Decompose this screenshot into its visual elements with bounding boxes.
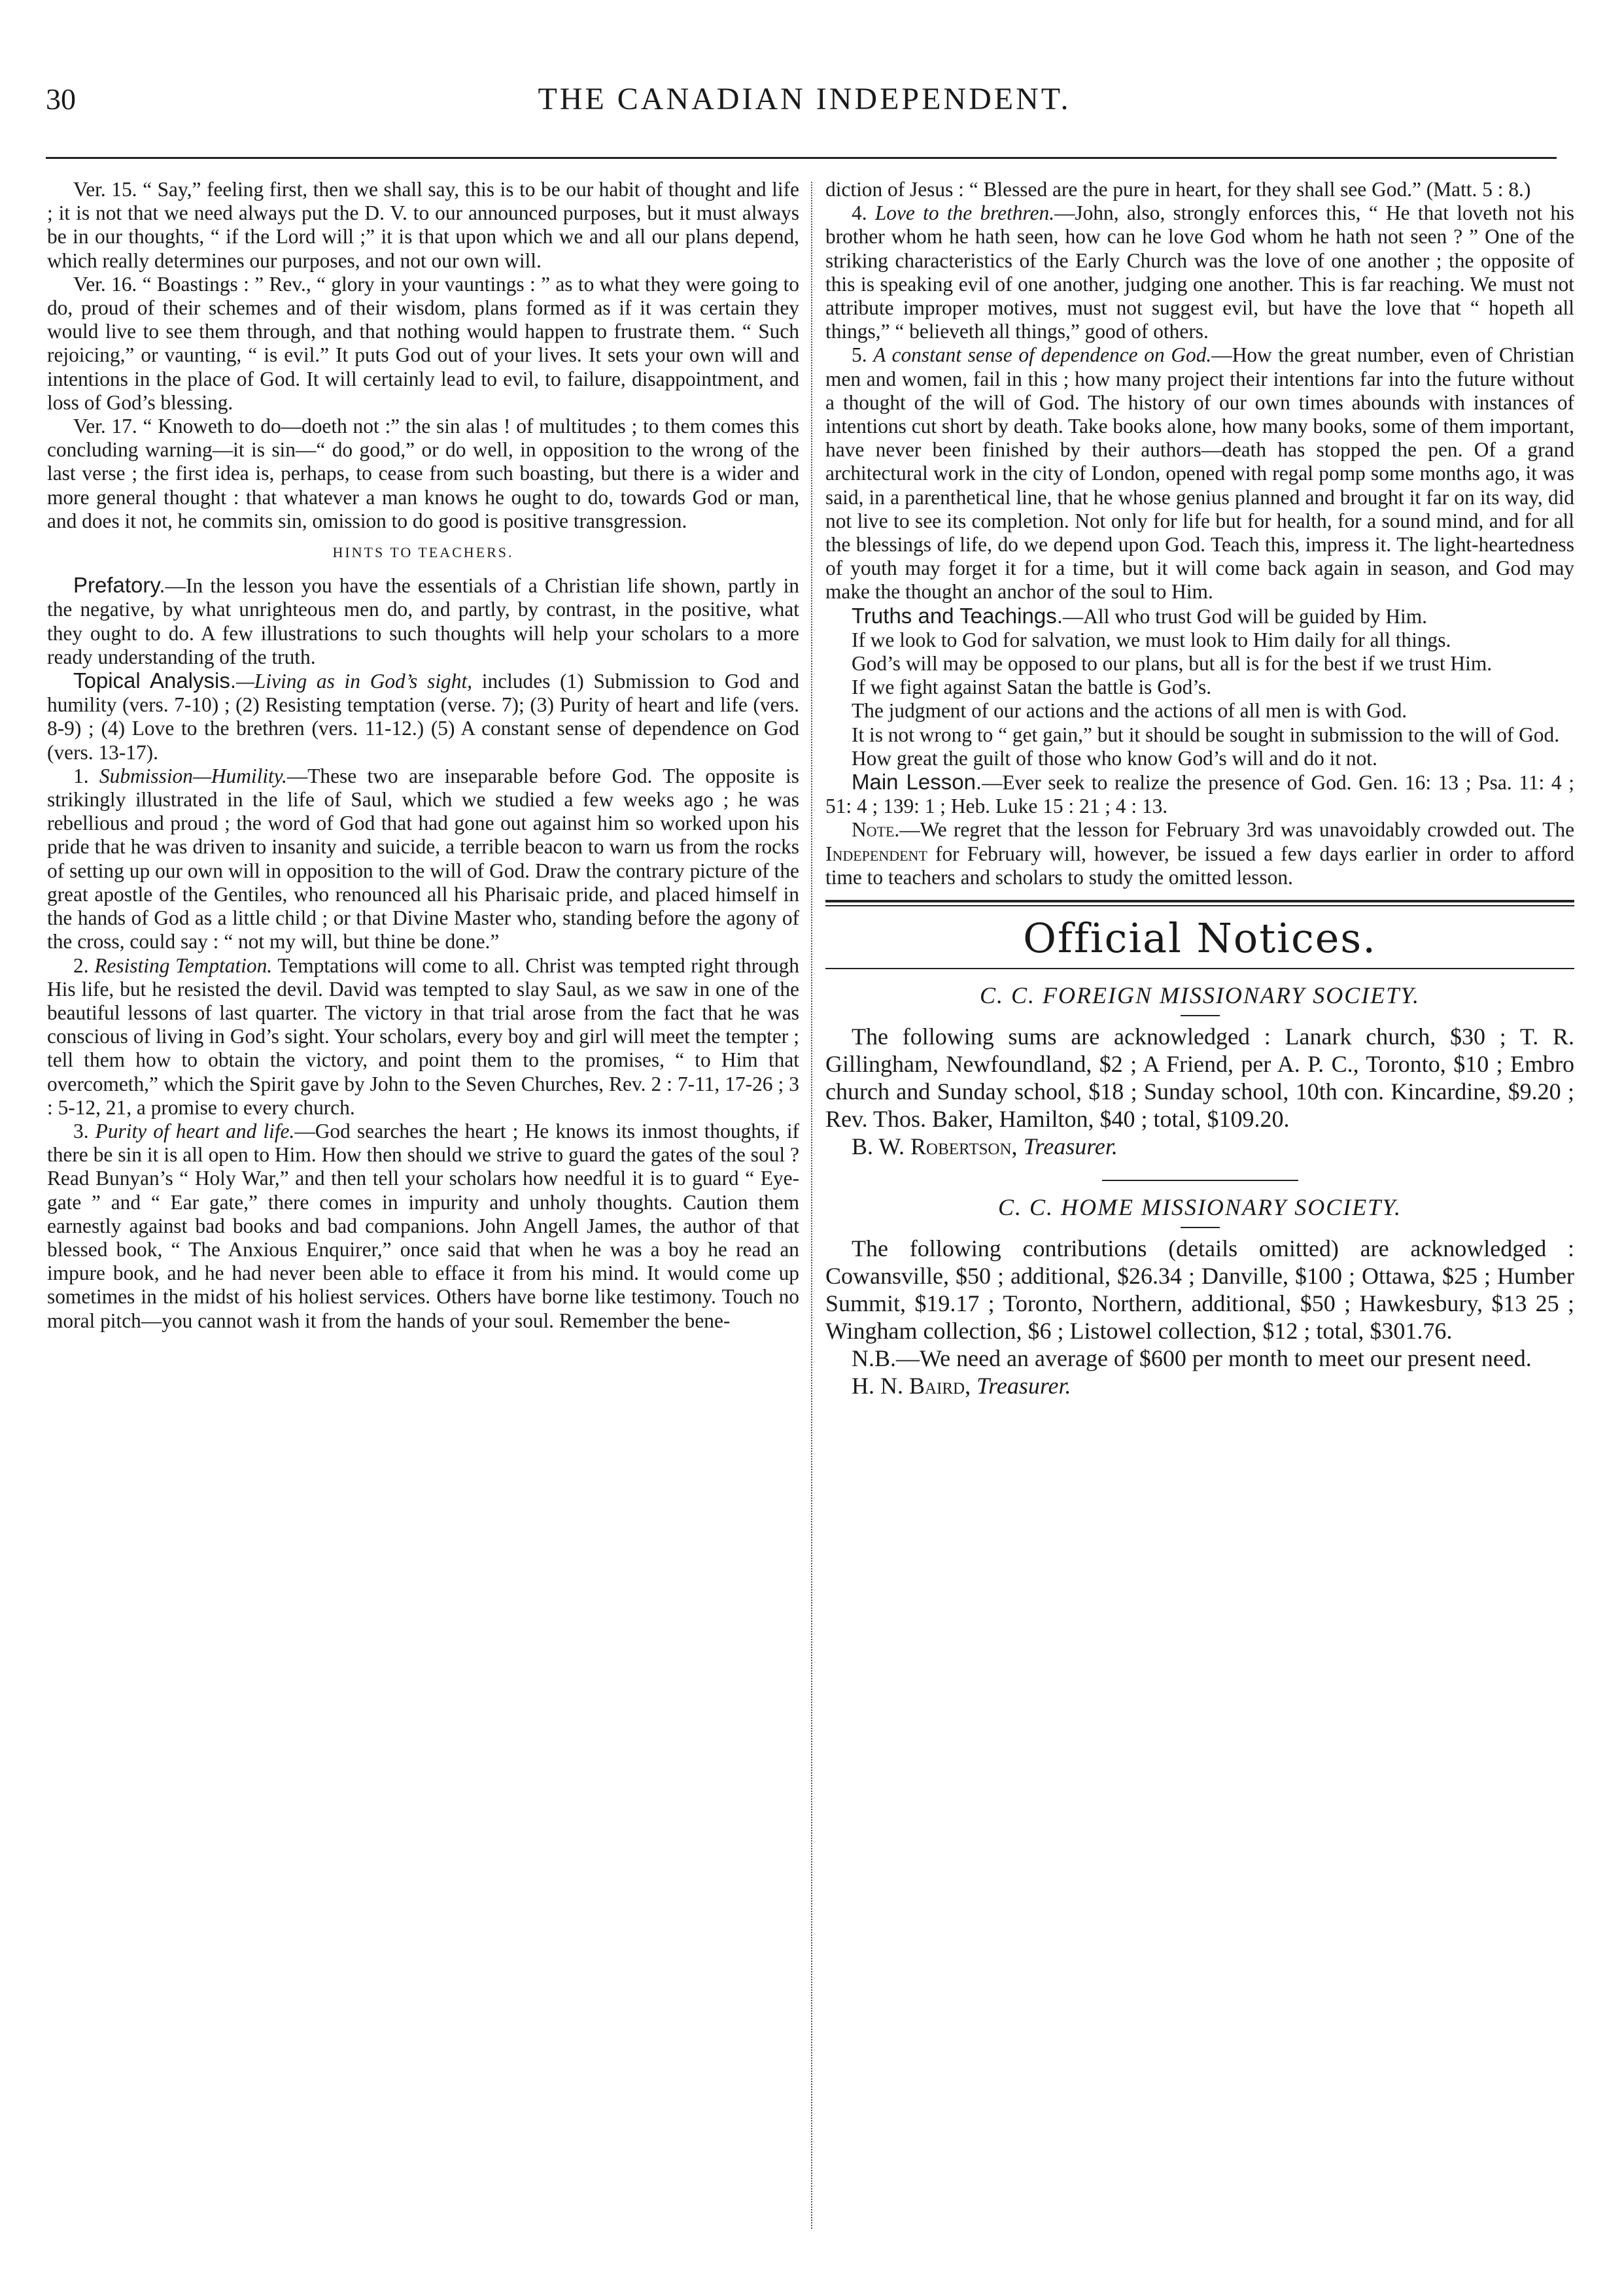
short-dash xyxy=(1181,1015,1220,1016)
point-2-number: 2. xyxy=(73,953,89,977)
main-lesson-text: —Ever seek to realize the presence of God. Gen. 16: 13 ; Psa. 11: 4 ; 51: 4 ; 139: 1 ; Heb. Luke 15 : 21 ; 4 : 13. xyxy=(825,771,1574,818)
left-column xyxy=(47,178,799,1333)
note-label: Note. xyxy=(852,818,900,842)
truths-heading: Truths and Teachings. xyxy=(852,603,1063,628)
verse-15-paragraph xyxy=(47,178,799,273)
truth-item: It is not wrong to “ get gain,” but it should be sought in submission to the will of God. xyxy=(852,723,1560,746)
truth-item: If we fight against Satan the battle is God’s. xyxy=(852,676,1212,699)
point-2-paragraph xyxy=(47,954,799,1120)
page-header xyxy=(46,80,1563,126)
topical-text: includes (1) Submission to God and humility (vers. 7-10) ; (2) Resisting temptation (verse. 7); (3) Purity of heart and life (vers. 8-9) ; (4) Love to the brethren (vers. 11-12.) (5) A constant sense of dependence on God (vers. 13-17). xyxy=(47,670,799,764)
journal-title: THE CANADIAN INDEPENDENT. xyxy=(538,82,1071,116)
point-3-text: —God searches the heart ; He knows its inmost thoughts, if there be sin it is all open to Him. How then should we strive to guard the gates of the soul ? Read Bunyan’s “ Holy War,” and then tell your scholars how needful it is to guard “ Eye-gate ” and “ Ear gate,” there comes in impurity and unholy thoughts. Caution them earnestly against bad books and bad companions. John Angell James, the author of that blessed book, “ The Anxious Enquirer,” once said that when he was a boy he read an impure book, and he had never been able to efface it from his mind. It would come up sometimes in the midst of his holiest services. Others have borne like testimony. Touch no moral pitch—you cannot wash it from the hands of your soul. Remember the bene- xyxy=(47,1119,799,1332)
notices-rule-top-thin xyxy=(825,905,1574,906)
column-divider xyxy=(811,182,812,2229)
header-rule xyxy=(46,157,1557,159)
foreign-society-title: C. C. FOREIGN MISSIONARY SOCIETY. xyxy=(979,982,1421,1009)
topical-heading: Topical Analysis. xyxy=(73,668,237,693)
point-2-heading: Resisting Temptation. xyxy=(94,953,273,977)
topical-italic: —Living as in God’s sight, xyxy=(236,670,473,693)
verse-16-paragraph xyxy=(47,273,799,415)
foreign-society-signature xyxy=(825,1133,1574,1160)
point-1-number: 1. xyxy=(73,764,89,787)
point-4-paragraph xyxy=(825,201,1574,343)
hints-heading: HINTS TO TEACHERS. xyxy=(332,544,514,561)
verse-15-text: “ Say,” feeling first, then we shall say, this is to be our habit of thought and life ; it is not that we need always put the D. V. to our announced purposes, but it must always be in our thoughts, “ if the Lord will ;” it is that upon which we and all our plans depend, which really determines our purposes, and not our own will. xyxy=(47,178,799,272)
home-society-text: The following contributions (details omitted) are acknowledged : Cowansville, $50 ; additional, $26.34 ; Danville, $100 ; Ottawa, $25 ; Humber Summit, $19.17 ; Toronto, Northern, additional, $50 ; Hawkesbury, $13 25 ; Wingham collection, $6 ; Listowel collection, $12 ; total, $301.76. xyxy=(825,1235,1574,1345)
point-5-text: —How the great number, even of Christian men and women, fail in this ; how many project their intentions far into the future without a thought of the will of God. The history of our own times abounds with instances of intentions cut short by death. Take books alone, how many books, some of them important, have never been finished by their authors—death has stopped the pen. Of a grand architectural work in the city of London, opened with regal pomp some months ago, it was said, in a parenthetical line, that he whose genius planned and brought it far on its way, did not live to see its completion. Not only for life but for health, for a sound mind, and for all the blessings of life, do we depend upon God. Teach this, impress it. The light-heartedness of youth may forget it for a time, but it will come back again in season, and God may make the thought an anchor of the soul to Him. xyxy=(825,343,1574,604)
main-lesson-heading: Main Lesson. xyxy=(852,770,982,795)
prefatory-text: —In the lesson you have the essentials of a Christian life shown, partly in the negative, by what unrighteous men do, and partly, by contrast, in the positive, what they ought to do. A few illustrations to such thoughts will help your scholars to a more ready understanding of the truth. xyxy=(47,574,799,668)
note-independent: Independent xyxy=(825,842,927,865)
truths-paragraph xyxy=(825,604,1574,628)
topical-paragraph xyxy=(47,669,799,764)
home-signature-role: Treasurer. xyxy=(976,1373,1071,1399)
point-1-heading: Submission—Humility. xyxy=(99,764,287,787)
official-notices-title: Official Notices. xyxy=(1023,914,1377,963)
point-4-number: 4. xyxy=(852,201,867,225)
truth-item: God’s will may be opposed to our plans, but all is for the best if we trust Him. xyxy=(852,652,1493,676)
point-4-text: —John, also, strongly enforces this, “ He that loveth not his brother whom he hath seen, how can he love God whom he hath not seen ? ” One of the striking characteristics of the Early Church was the love of one another ; the opposite of this is speaking evil of one another, judging one another. This is far reaching. We must not attribute improper motives, must not suggest evil, but have the love that “ hopeth all things,” “ believeth all things,” good of others. xyxy=(825,201,1574,343)
prefatory-paragraph xyxy=(47,574,799,669)
point-3-number: 3. xyxy=(73,1119,89,1142)
foreign-signature-name: B. W. Robertson, xyxy=(852,1133,1018,1160)
note-text-a: —We regret that the lesson for February 3rd was unavoidably crowded out. The xyxy=(899,818,1574,842)
verse-16-text: “ Boastings : ” Rev., “ glory in your vauntings : ” as to what they were going to do, proud of their schemes and of their wisdom, plans formed as if it was certain they would live to see them through, and that nothing would happen to frustrate them. “ Such rejoicing,” or vaunting, “ is evil.” It puts God out of your lives. It sets your own will and intentions in the place of God. It will certainly lead to evil, to failure, disappointment, and loss of God’s blessing. xyxy=(47,272,799,414)
truth-item: If we look to God for salvation, we must look to Him daily for all things. xyxy=(852,628,1451,651)
point-5-number: 5. xyxy=(852,343,867,367)
nb-text: N.B.—We need an average of $600 per month to meet our present need. xyxy=(852,1345,1532,1372)
home-signature-name: H. N. Baird, xyxy=(852,1373,971,1399)
point-5-heading: A constant sense of dependence on God. xyxy=(873,343,1212,367)
truth-item: The judgment of our actions and the actions of all men is with God. xyxy=(852,699,1408,723)
verse-17-label: Ver. 17. xyxy=(73,415,137,438)
verse-17-text: “ Knoweth to do—doeth not :” the sin alas ! of multitudes ; to them comes this concluding warning—it is sin—“ do good,” or do well, in opposition to the wrong of the last verse ; the first idea is, perhaps, to cease from such boasting, but there is a wider and more general thought : that whatever a man knows he ought to do, towards God or man, and does it not, he commits sin, omission to do good is positive transgression. xyxy=(47,415,799,532)
verse-15-label: Ver. 15. xyxy=(73,178,137,201)
society-divider xyxy=(1102,1180,1298,1181)
point-1-text: —These two are inseparable before God. The opposite is strikingly illustrated in the life of Saul, which we studied a few weeks ago ; he was rebellious and proud ; the word of God that had gone out against him so worked upon his pride that he was driven to insanity and suicide, a terrible beacon to warn us from the rocks of setting up our own will in opposition to the will of God. Draw the contrary picture of the great apostle of the Gentiles, who renounced all his Pharisaic pride, and placed himself in the hands of God as a little child ; or that Divine Master who, standing before the agony of the cross, could say : “ not my will, but thine be done.” xyxy=(47,764,799,953)
continuation-paragraph: diction of Jesus : “ Blessed are the pure in heart, for they shall see God.” (Matt. 5 : 8.) xyxy=(825,178,1531,201)
home-society-signature xyxy=(825,1372,1574,1399)
notices-rule-bottom xyxy=(825,968,1574,969)
verse-16-label: Ver. 16. xyxy=(73,272,137,296)
short-dash xyxy=(1181,1227,1220,1228)
note-paragraph xyxy=(825,818,1574,889)
point-3-paragraph xyxy=(47,1120,799,1333)
note-text-b: for February will, however, be issued a few days earlier in order to afford time to teachers and scholars to study the omitted lesson. xyxy=(825,842,1574,889)
truth-item: How great the guilt of those who know God’s will and do it not. xyxy=(852,746,1377,770)
point-5-paragraph xyxy=(825,343,1574,604)
truths-text: —All who trust God will be guided by Him. xyxy=(1062,604,1428,628)
point-3-heading: Purity of heart and life. xyxy=(95,1119,295,1142)
home-society-title: C. C. HOME MISSIONARY SOCIETY. xyxy=(997,1194,1402,1221)
right-column xyxy=(825,178,1574,1399)
point-4-heading: Love to the brethren. xyxy=(874,201,1055,225)
page-number: 30 xyxy=(46,82,76,116)
main-lesson-paragraph xyxy=(825,770,1574,818)
point-1-paragraph xyxy=(47,764,799,954)
prefatory-heading: Prefatory. xyxy=(73,573,165,598)
notices-rule-top xyxy=(825,900,1574,902)
verse-17-paragraph xyxy=(47,415,799,533)
foreign-signature-role: Treasurer. xyxy=(1023,1133,1118,1160)
point-2-text: Temptations will come to all. Christ was tempted right through His life, but he resisted the devil. David was tempted to slay Saul, as we saw in one of the beautiful lessons of last quarter. The victory in that trial arose from the fact that he was conscious of living in God’s sight. Your scholars, every boy and girl will meet the tempter ; tell them how to obtain the victory, and point them to the promises, “ to Him that overcometh,” which the Spirit gave by John to the Seven Churches, Rev. 2 : 7-11, 17-26 ; 3 : 5-12, 21, a promise to every church. xyxy=(47,953,799,1119)
foreign-society-text: The following sums are acknowledged : Lanark church, $30 ; T. R. Gillingham, Newfoundland, $2 ; A Friend, per A. P. C., Toronto, $10 ; Embro church and Sunday school, $18 ; Sunday school, 10th con. Kincardine, $9.20 ; Rev. Thos. Baker, Hamilton, $40 ; total, $109.20. xyxy=(825,1023,1574,1133)
